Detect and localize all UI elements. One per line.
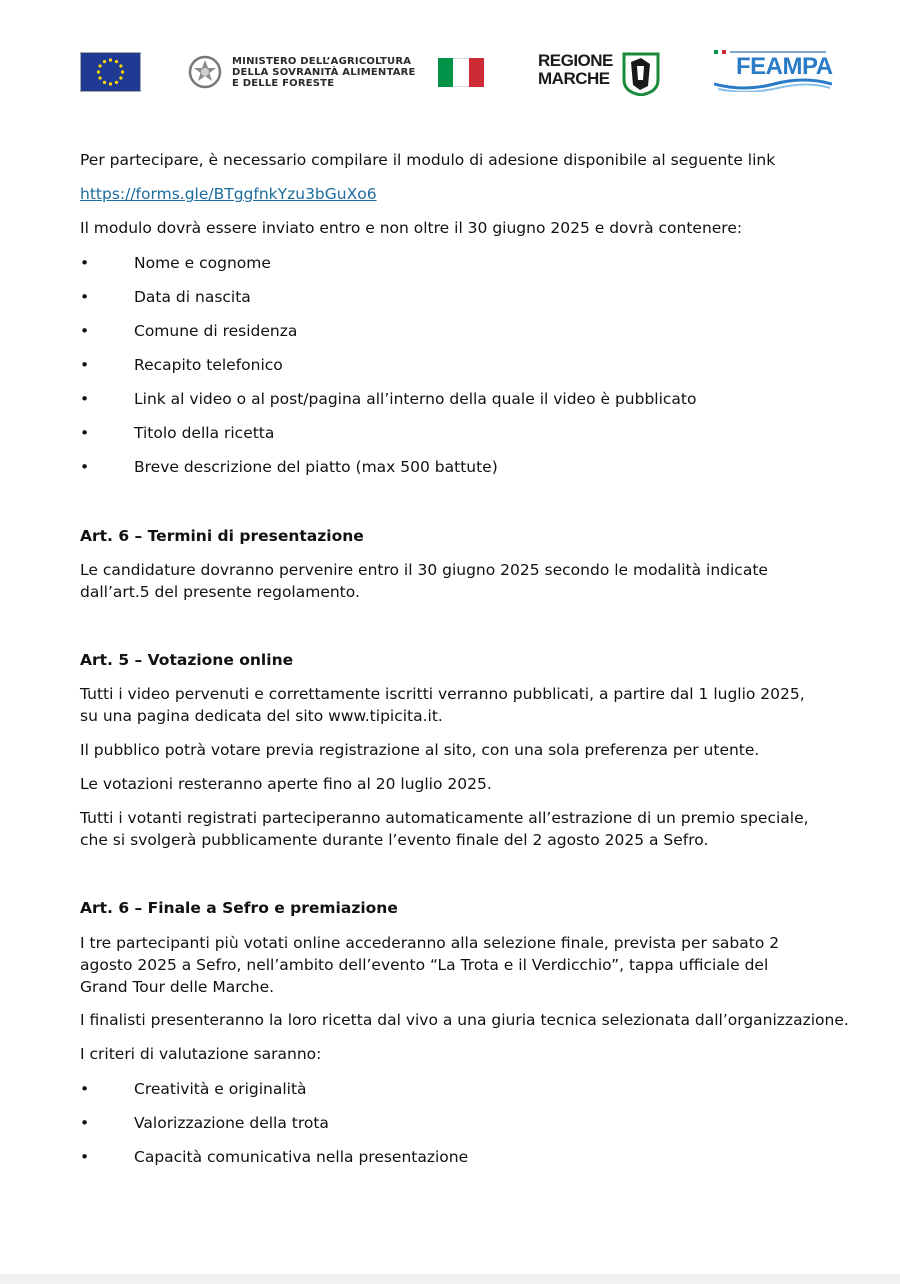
list-item: Titolo della ricetta bbox=[134, 424, 275, 442]
italian-flag-icon bbox=[438, 58, 484, 87]
list-item: Creatività e originalità bbox=[134, 1080, 307, 1098]
section-heading-votazione: Art. 5 – Votazione online bbox=[80, 651, 294, 669]
section-heading-finale: Art. 6 – Finale a Sefro e premiazione bbox=[80, 899, 398, 917]
list-item: Comune di residenza bbox=[134, 322, 298, 340]
bullet-icon: • bbox=[80, 1114, 90, 1132]
list-item: Capacità comunicativa nella presentazione bbox=[134, 1148, 469, 1166]
ministry-logo bbox=[188, 52, 488, 92]
feampa-name: FEAMPA bbox=[736, 53, 833, 80]
section-heading-termini: Art. 6 – Termini di presentazione bbox=[80, 527, 364, 545]
bullet-icon: • bbox=[80, 322, 90, 340]
bullet-icon: • bbox=[80, 254, 90, 272]
finale-paragraph-2: I finalisti presenteranno la loro ricetta dal vivo a una giuria tecnica selezionata dall’organizzazione. bbox=[80, 1011, 849, 1029]
regione-marche-logo bbox=[538, 50, 662, 98]
bullet-icon: • bbox=[80, 424, 90, 442]
feampa-wave-icon bbox=[714, 78, 832, 92]
logo-header bbox=[0, 0, 900, 120]
intro-paragraph: Per partecipare, è necessario compilare il modulo di adesione disponibile al seguente link bbox=[80, 151, 776, 169]
votazione-paragraph-3: Le votazioni resteranno aperte fino al 20 luglio 2025. bbox=[80, 775, 492, 793]
intro-requirements: Il modulo dovrà essere inviato entro e non oltre il 30 giugno 2025 e dovrà contenere: bbox=[80, 219, 743, 237]
bullet-icon: • bbox=[80, 288, 90, 306]
votazione-paragraph-2: Il pubblico potrà votare previa registrazione al sito, con una sola preferenza per utente. bbox=[80, 741, 760, 759]
list-item: Data di nascita bbox=[134, 288, 251, 306]
bullet-icon: • bbox=[80, 390, 90, 408]
page-bottom-edge bbox=[0, 1274, 900, 1284]
form-link[interactable]: https://forms.gle/BTggfnkYzu3bGuXo6 bbox=[80, 185, 377, 203]
list-item: Breve descrizione del piatto (max 500 battute) bbox=[134, 458, 498, 476]
finale-paragraph-1: I tre partecipanti più votati online accederanno alla selezione finale, prevista per sabato 2 agosto 2025 a Sefro, nell’ambito dell’evento “La Trota e il Verdicchio”, tappa ufficiale del Grand Tour delle Marche. bbox=[80, 934, 780, 996]
bullet-icon: • bbox=[80, 1148, 90, 1166]
eu-stars-icon bbox=[81, 53, 140, 91]
bullet-icon: • bbox=[80, 356, 90, 374]
eu-flag-logo bbox=[80, 52, 141, 92]
votazione-paragraph-1: Tutti i video pervenuti e correttamente iscritti verranno pubblicati, a partire dal 1 luglio 2025, su una pagina dedicata del sito www.tipicita.it. bbox=[80, 685, 805, 725]
votazione-paragraph-4: Tutti i votanti registrati parteciperanno automaticamente all’estrazione di un premio speciale, che si svolgerà pubblicamente durante l’evento finale del 2 agosto 2025 a Sefro. bbox=[80, 809, 809, 849]
finale-paragraph-3: I criteri di valutazione saranno: bbox=[80, 1045, 322, 1063]
bullet-icon: • bbox=[80, 458, 90, 476]
italian-emblem-icon bbox=[188, 54, 222, 90]
termini-paragraph: Le candidature dovranno pervenire entro il 30 giugno 2025 secondo le modalità indicate dall’art.5 del presente regolamento. bbox=[80, 561, 768, 601]
list-item: Nome e cognome bbox=[134, 254, 271, 272]
regione-marche-name: REGIONE MARCHE bbox=[538, 51, 613, 88]
list-item: Recapito telefonico bbox=[134, 356, 283, 374]
list-item: Link al video o al post/pagina all’interno della quale il video è pubblicato bbox=[134, 390, 697, 408]
ministry-name: MINISTERO DELL’AGRICOLTURA DELLA SOVRANITÀ ALIMENTARE E DELLE FORESTE bbox=[232, 56, 416, 89]
bullet-icon: • bbox=[80, 1080, 90, 1098]
list-item: Valorizzazione della trota bbox=[134, 1114, 329, 1132]
feampa-logo bbox=[714, 48, 832, 94]
regione-shield-icon bbox=[622, 52, 660, 96]
